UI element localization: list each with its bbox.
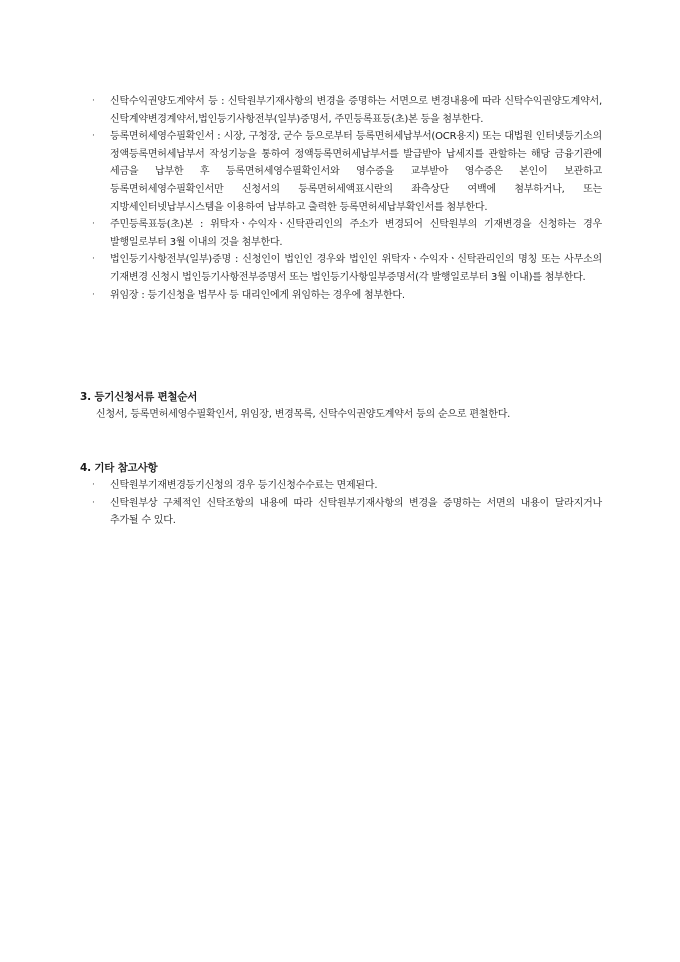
bullet-icon: ·: [92, 96, 95, 106]
bullet-icon: ·: [92, 219, 95, 230]
bullet-icon: ·: [92, 289, 95, 300]
bullet-icon: ·: [92, 497, 95, 508]
bullet-icon: ·: [92, 131, 95, 142]
section-body-filing-order: 신청서, 등록면허세영수필확인서, 위임장, 변경목록, 신탁수익권양도계약서 등의 순으로 편철한다.: [96, 409, 511, 420]
bullet-icon: ·: [92, 254, 95, 265]
list-item: [92, 93, 602, 128]
list-item-text: 등록면허세영수필확인서 : 시장, 구청장, 군수 등으로부터 등록면허세납부서(OCR용지) 또는 대법원 인터넷등기소의 정액등록면허세납부서 작성기능을 통하여 정액등록면허세납부서를 발급받아 납세지를 관할하는 해당 금융기관에 세금을 납부한 후 등록면허세영수필확인서와 영수증을 교부받아 영수증은 본인이 보관하고 등록면허세영수필확인서만 신청서의 등록면허세액표시란의 좌측상단 여백에 첨부하거나, 또는 지방세인터넷납부시스템을 이용하여 납부하고 출력한 등록면허세납부확인서를 첨부한다.: [110, 131, 602, 213]
notes-list: [92, 477, 602, 530]
list-item: [92, 216, 602, 251]
list-item-text: 법인등기사항전부(일부)증명 : 신청인이 법인인 경우와 법인인 위탁자ㆍ수익자ㆍ신탁관리인의 명칭 또는 사무소의 기재변경 신청시 법인등기사항전부증명서 또는 법인등기사항일부증명서(각 발행일로부터 3월 이내)를 첨부한다.: [110, 254, 602, 283]
list-item: [92, 287, 602, 305]
section-heading-notes: 4. 기타 참고사항: [80, 462, 158, 474]
section-heading-filing-order: 3. 등기신청서류 편철순서: [80, 391, 198, 403]
required-documents-list: [92, 93, 602, 304]
list-item-text: 위임장 : 등기신청을 법무사 등 대리인에게 위임하는 경우에 첨부한다.: [110, 289, 405, 301]
list-item: [92, 251, 602, 286]
list-item: [92, 128, 602, 216]
list-item: [92, 495, 602, 530]
list-item-text: 신탁수익권양도계약서 등 : 신탁원부기재사항의 변경을 증명하는 서면으로 변경내용에 따라 신탁수익권양도계약서,신탁계약변경계약서,법인등기사항전부(일부)증명서, 주민등록표등(초)본 등을 첨부한다.: [110, 96, 602, 125]
bullet-icon: ·: [92, 480, 95, 490]
list-item: [92, 477, 602, 495]
list-item-text: 신탁원부기재변경등기신청의 경우 등기신청수수료는 면제된다.: [110, 480, 378, 491]
list-item-text: 주민등록표등(초)본 : 위탁자ㆍ수익자ㆍ신탁관리인의 주소가 변경되어 신탁원부의 기재변경을 신청하는 경우 발행일로부터 3월 이내의 것을 첨부한다.: [110, 219, 602, 248]
list-item-text: 신탁원부상 구체적인 신탁조항의 내용에 따라 신탁원부기재사항의 변경을 증명하는 서면의 내용이 달라지거나 추가될 수 있다.: [110, 497, 602, 527]
